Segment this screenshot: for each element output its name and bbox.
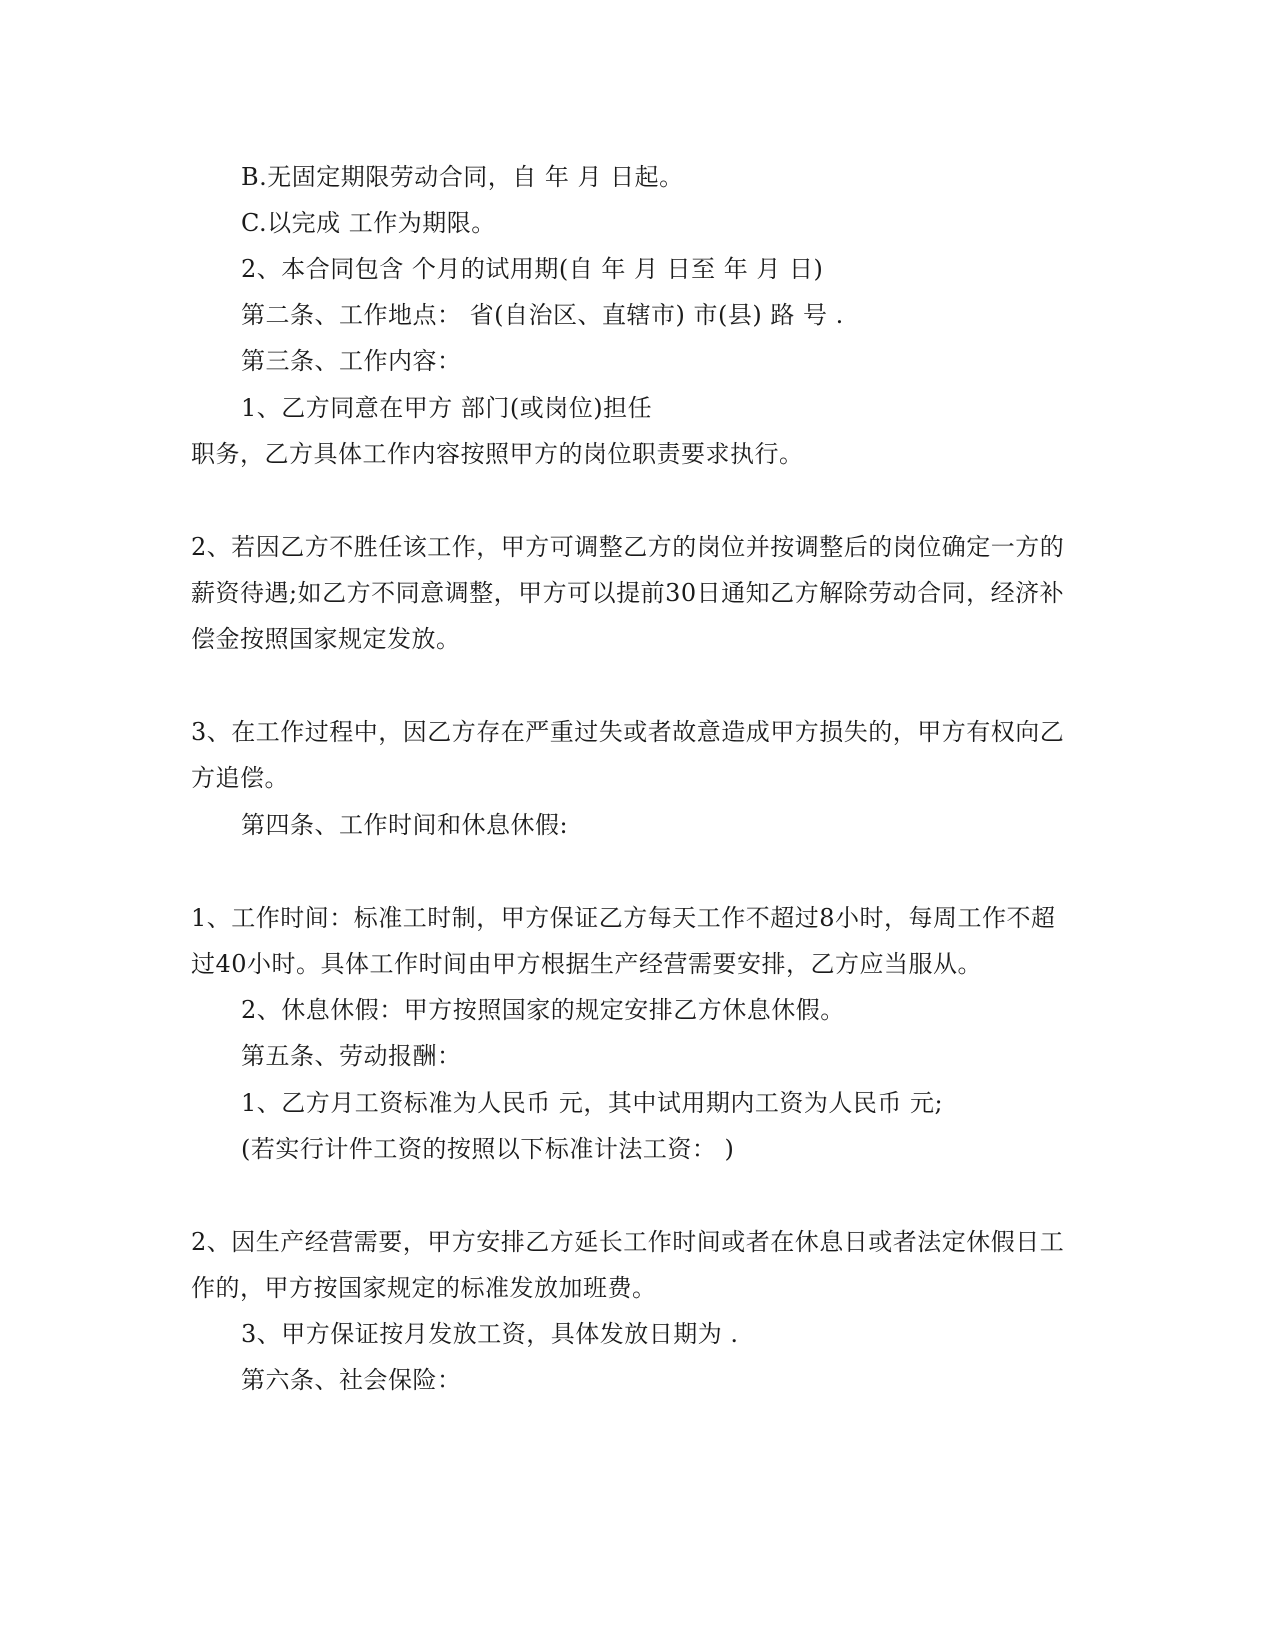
- clause-term-option-c: C.以完成 工作为期限。: [241, 209, 496, 237]
- article-5-item-1: 1、乙方月工资标准为人民币 元，其中试用期内工资为人民币 元;: [241, 1089, 944, 1117]
- article-3-item-1-line-2: 职务，乙方具体工作内容按照甲方的岗位职责要求执行。: [191, 440, 804, 468]
- article-3-item-3-line-2: 方追偿。: [191, 764, 289, 792]
- article-5-heading: 第五条、劳动报酬：: [241, 1042, 462, 1070]
- article-5-item-3: 3、甲方保证按月发放工资，具体发放日期为 .: [241, 1320, 739, 1348]
- clause-term-option-b: B.无固定期限劳动合同，自 年 月 日起。: [241, 163, 684, 191]
- article-5-item-2-line-2: 作的，甲方按国家规定的标准发放加班费。: [191, 1274, 657, 1302]
- article-3-item-2-line-1: 2、若因乙方不胜任该工作，甲方可调整乙方的岗位并按调整后的岗位确定一方的: [191, 533, 1065, 561]
- clause-probation-period: 2、本合同包含 个月的试用期(自 年 月 日至 年 月 日): [241, 255, 824, 283]
- article-2-work-location: 第二条、工作地点： 省(自治区、直辖市) 市(县) 路 号 .: [241, 301, 844, 329]
- article-5-item-2-line-1: 2、因生产经营需要，甲方安排乙方延长工作时间或者在休息日或者法定休假日工: [191, 1228, 1065, 1256]
- article-3-item-2-line-2: 薪资待遇;如乙方不同意调整，甲方可以提前30日通知乙方解除劳动合同，经济补: [191, 579, 1065, 607]
- article-3-item-3-line-1: 3、在工作过程中，因乙方存在严重过失或者故意造成甲方损失的，甲方有权向乙: [191, 718, 1065, 746]
- article-3-heading: 第三条、工作内容：: [241, 347, 462, 375]
- article-4-heading: 第四条、工作时间和休息休假:: [241, 811, 569, 839]
- article-4-item-1-line-1: 1、工作时间：标准工时制，甲方保证乙方每天工作不超过8小时，每周工作不超: [191, 904, 1056, 932]
- article-5-piecework-note: (若实行计件工资的按照以下标准计法工资： ): [241, 1135, 735, 1163]
- article-3-item-2-line-3: 偿金按照国家规定发放。: [191, 625, 461, 653]
- article-4-item-2: 2、休息休假：甲方按照国家的规定安排乙方休息休假。: [241, 996, 845, 1024]
- article-6-heading: 第六条、社会保险：: [241, 1366, 462, 1394]
- article-3-item-1-line-1: 1、乙方同意在甲方 部门(或岗位)担任: [241, 394, 653, 422]
- article-4-item-1-line-2: 过40小时。具体工作时间由甲方根据生产经营需要安排，乙方应当服从。: [191, 950, 983, 978]
